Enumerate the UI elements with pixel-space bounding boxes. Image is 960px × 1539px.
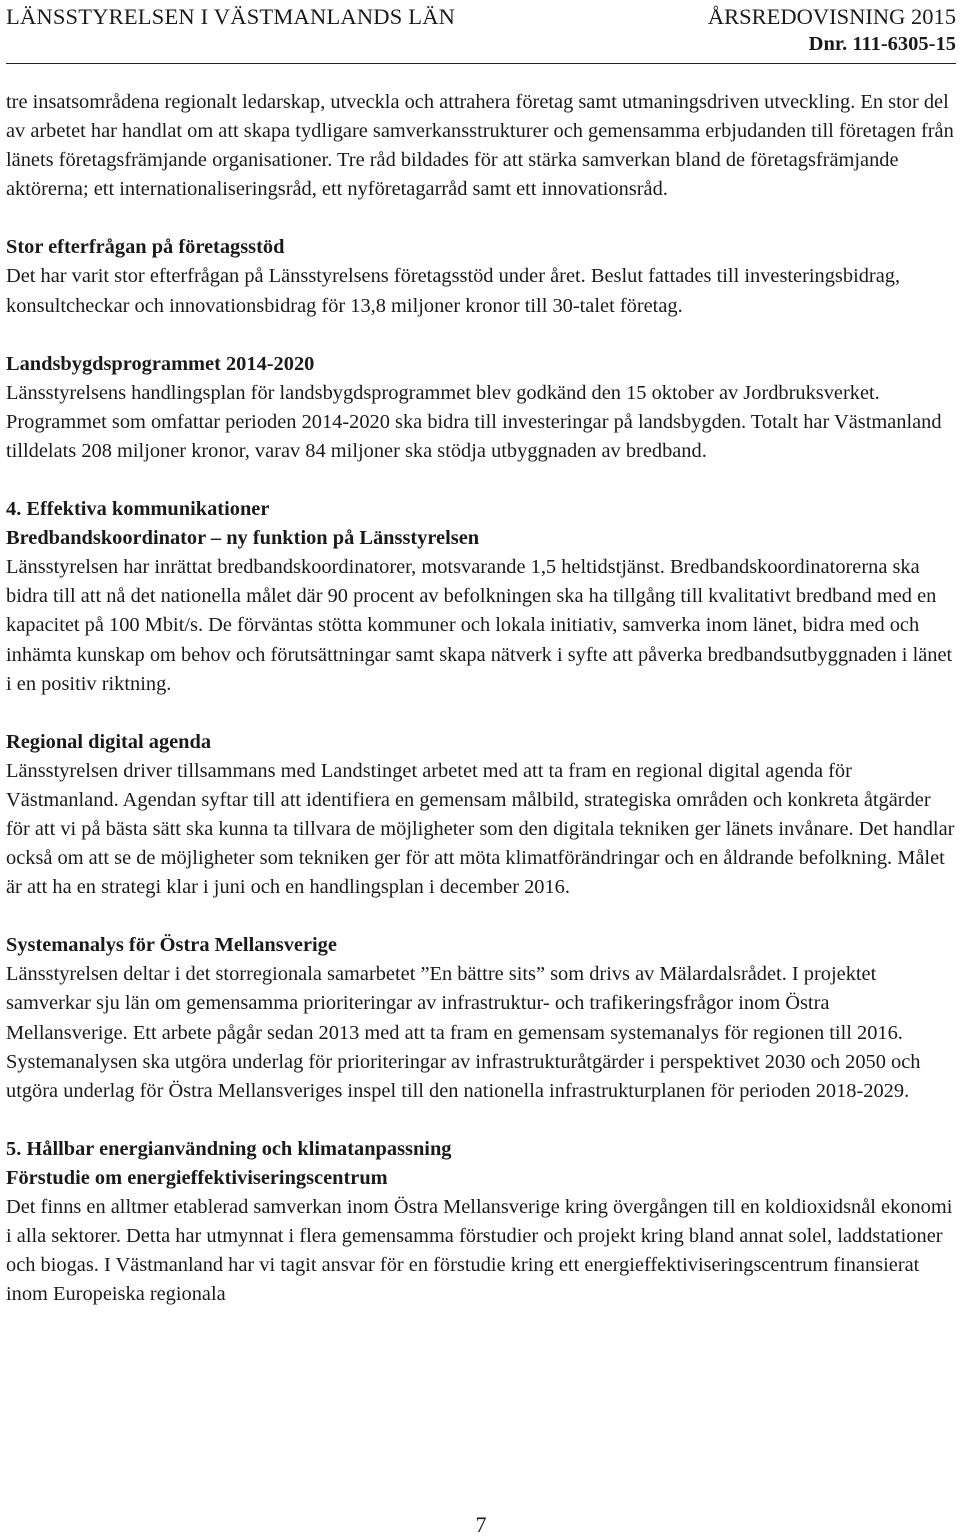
heading-bredbandskoordinator: Bredbandskoordinator – ny funktion på Länsstyrelsen <box>6 527 480 550</box>
heading-landsbygdsprogrammet: Landsbygdsprogrammet 2014-2020 <box>6 352 315 375</box>
header-diary-number: Dnr. 111-6305-15 <box>808 33 956 55</box>
page-number: 7 <box>475 1512 487 1537</box>
paragraph-regional-digital-agenda: Länsstyrelsen driver tillsammans med Landstinget arbetet med att ta fram en regional digital agenda för Västmanland. Agendan syftar till att identifiera en gemensam målbild, strategiska områden och konkreta åtgärder för att vi på bästa sätt ska kunna ta tillvara de möjligheter som den digitala tekniken ger länets invånare. Det handlar också om att se de möjligheter som tekniken ger för att möta klimatförändringar och en åldrande befolkning. Målet är att ha en strategi klar i juni och en handlingsplan i december 2016. <box>6 759 955 899</box>
header-rule <box>6 63 956 64</box>
heading-systemanalys: Systemanalys för Östra Mellansverige <box>6 934 337 957</box>
document-page <box>6 0 956 1537</box>
header-organization: LÄNSSTYRELSEN I VÄSTMANLANDS LÄN <box>6 4 456 29</box>
paragraph-forstudie: Det finns en alltmer etablerad samverkan inom Östra Mellansverige kring övergången till en koldioxidsnål ekonomi i alla sektorer. Detta har utmynnat i flera gemensamma förstudier och projekt kring bland annat solel, laddstationer och biogas. I Västmanland har vi tagit ansvar för en förstudie kring ett energieffektiviseringscentrum finansierat inom Europeiska regionala <box>6 1196 953 1306</box>
paragraph-systemanalys: Länsstyrelsen deltar i det storregionala samarbetet ”En bättre sits” som drivs av Mälardalsrådet. I projektet samverkar sju län om gemensamma prioriteringar av infrastruktur- och trafikeringsfrågor inom Östra Mellansverige. Ett arbete pågår sedan 2013 med att ta fram en gemensam systemanalys för regionen till 2016. Systemanalysen ska utgöra underlag för prioriteringar av infrastrukturåtgärder i perspektivet 2030 och 2050 och utgöra underlag för Östra Mellansveriges inspel till den nationella infrastrukturplanen för perioden 2018-2029. <box>6 963 921 1102</box>
heading-forstudie: Förstudie om energieffektiviseringscentrum <box>6 1166 388 1189</box>
heading-regional-digital-agenda: Regional digital agenda <box>6 730 212 753</box>
heading-section-4: 4. Effektiva kommunikationer <box>6 498 270 521</box>
paragraph-bredbandskoordinator: Länsstyrelsen har inrättat bredbandskoordinatorer, motsvarande 1,5 heltidstjänst. Bredbandskoordinatorerna ska bidra till att nå det nationella målet där 90 procent av befolkningen ska ha tillgång till kvalitativt bredband med en kapacitet på 100 Mbit/s. De förväntas stötta kommuner och lokala initiativ, samverka inom länet, bidra med och inhämta kunskap om behov och förutsättningar samt skapa nätverk i syfte att påverka bredbandsutbyggnaden i länet i en positiv riktning. <box>6 556 953 695</box>
page-header <box>6 0 956 64</box>
page-content <box>6 88 956 1309</box>
paragraph-landsbygdsprogrammet: Länsstyrelsens handlingsplan för landsbygdsprogrammet blev godkänd den 15 oktober av Jordbruksverket. Programmet som omfattar perioden 2014-2020 ska bidra till investeringar på landsbygden. Totalt har Västmanland tilldelats 208 miljoner kronor, varav 84 miljoner ska stödja utbyggnaden av bredband. <box>6 381 942 462</box>
paragraph-intro: tre insatsområdena regionalt ledarskap, utveckla och attrahera företag samt utmaningsdriven utveckling. En stor del av arbetet har handlat om att skapa tydligare samverkansstrukturer och gemensamma erbjudanden till företagen från länets företagsfrämjande organisationer. Tre råd bildades för att stärka samverkan bland de företagsfrämjande aktörerna; ett internationaliseringsråd, ett nyföretagarråd samt ett innovationsråd. <box>6 91 954 201</box>
paragraph-foretagsstod: Det har varit stor efterfrågan på Länsstyrelsens företagsstöd under året. Beslut fattades till investeringsbidrag, konsultcheckar och innovationsbidrag för 13,8 miljoner kronor till 30-talet företag. <box>6 265 901 317</box>
heading-foretagsstod: Stor efterfrågan på företagsstöd <box>6 236 285 259</box>
header-report-title: ÅRSREDOVISNING 2015 <box>707 4 956 29</box>
heading-section-5: 5. Hållbar energianvändning och klimatanpassning <box>6 1137 452 1160</box>
